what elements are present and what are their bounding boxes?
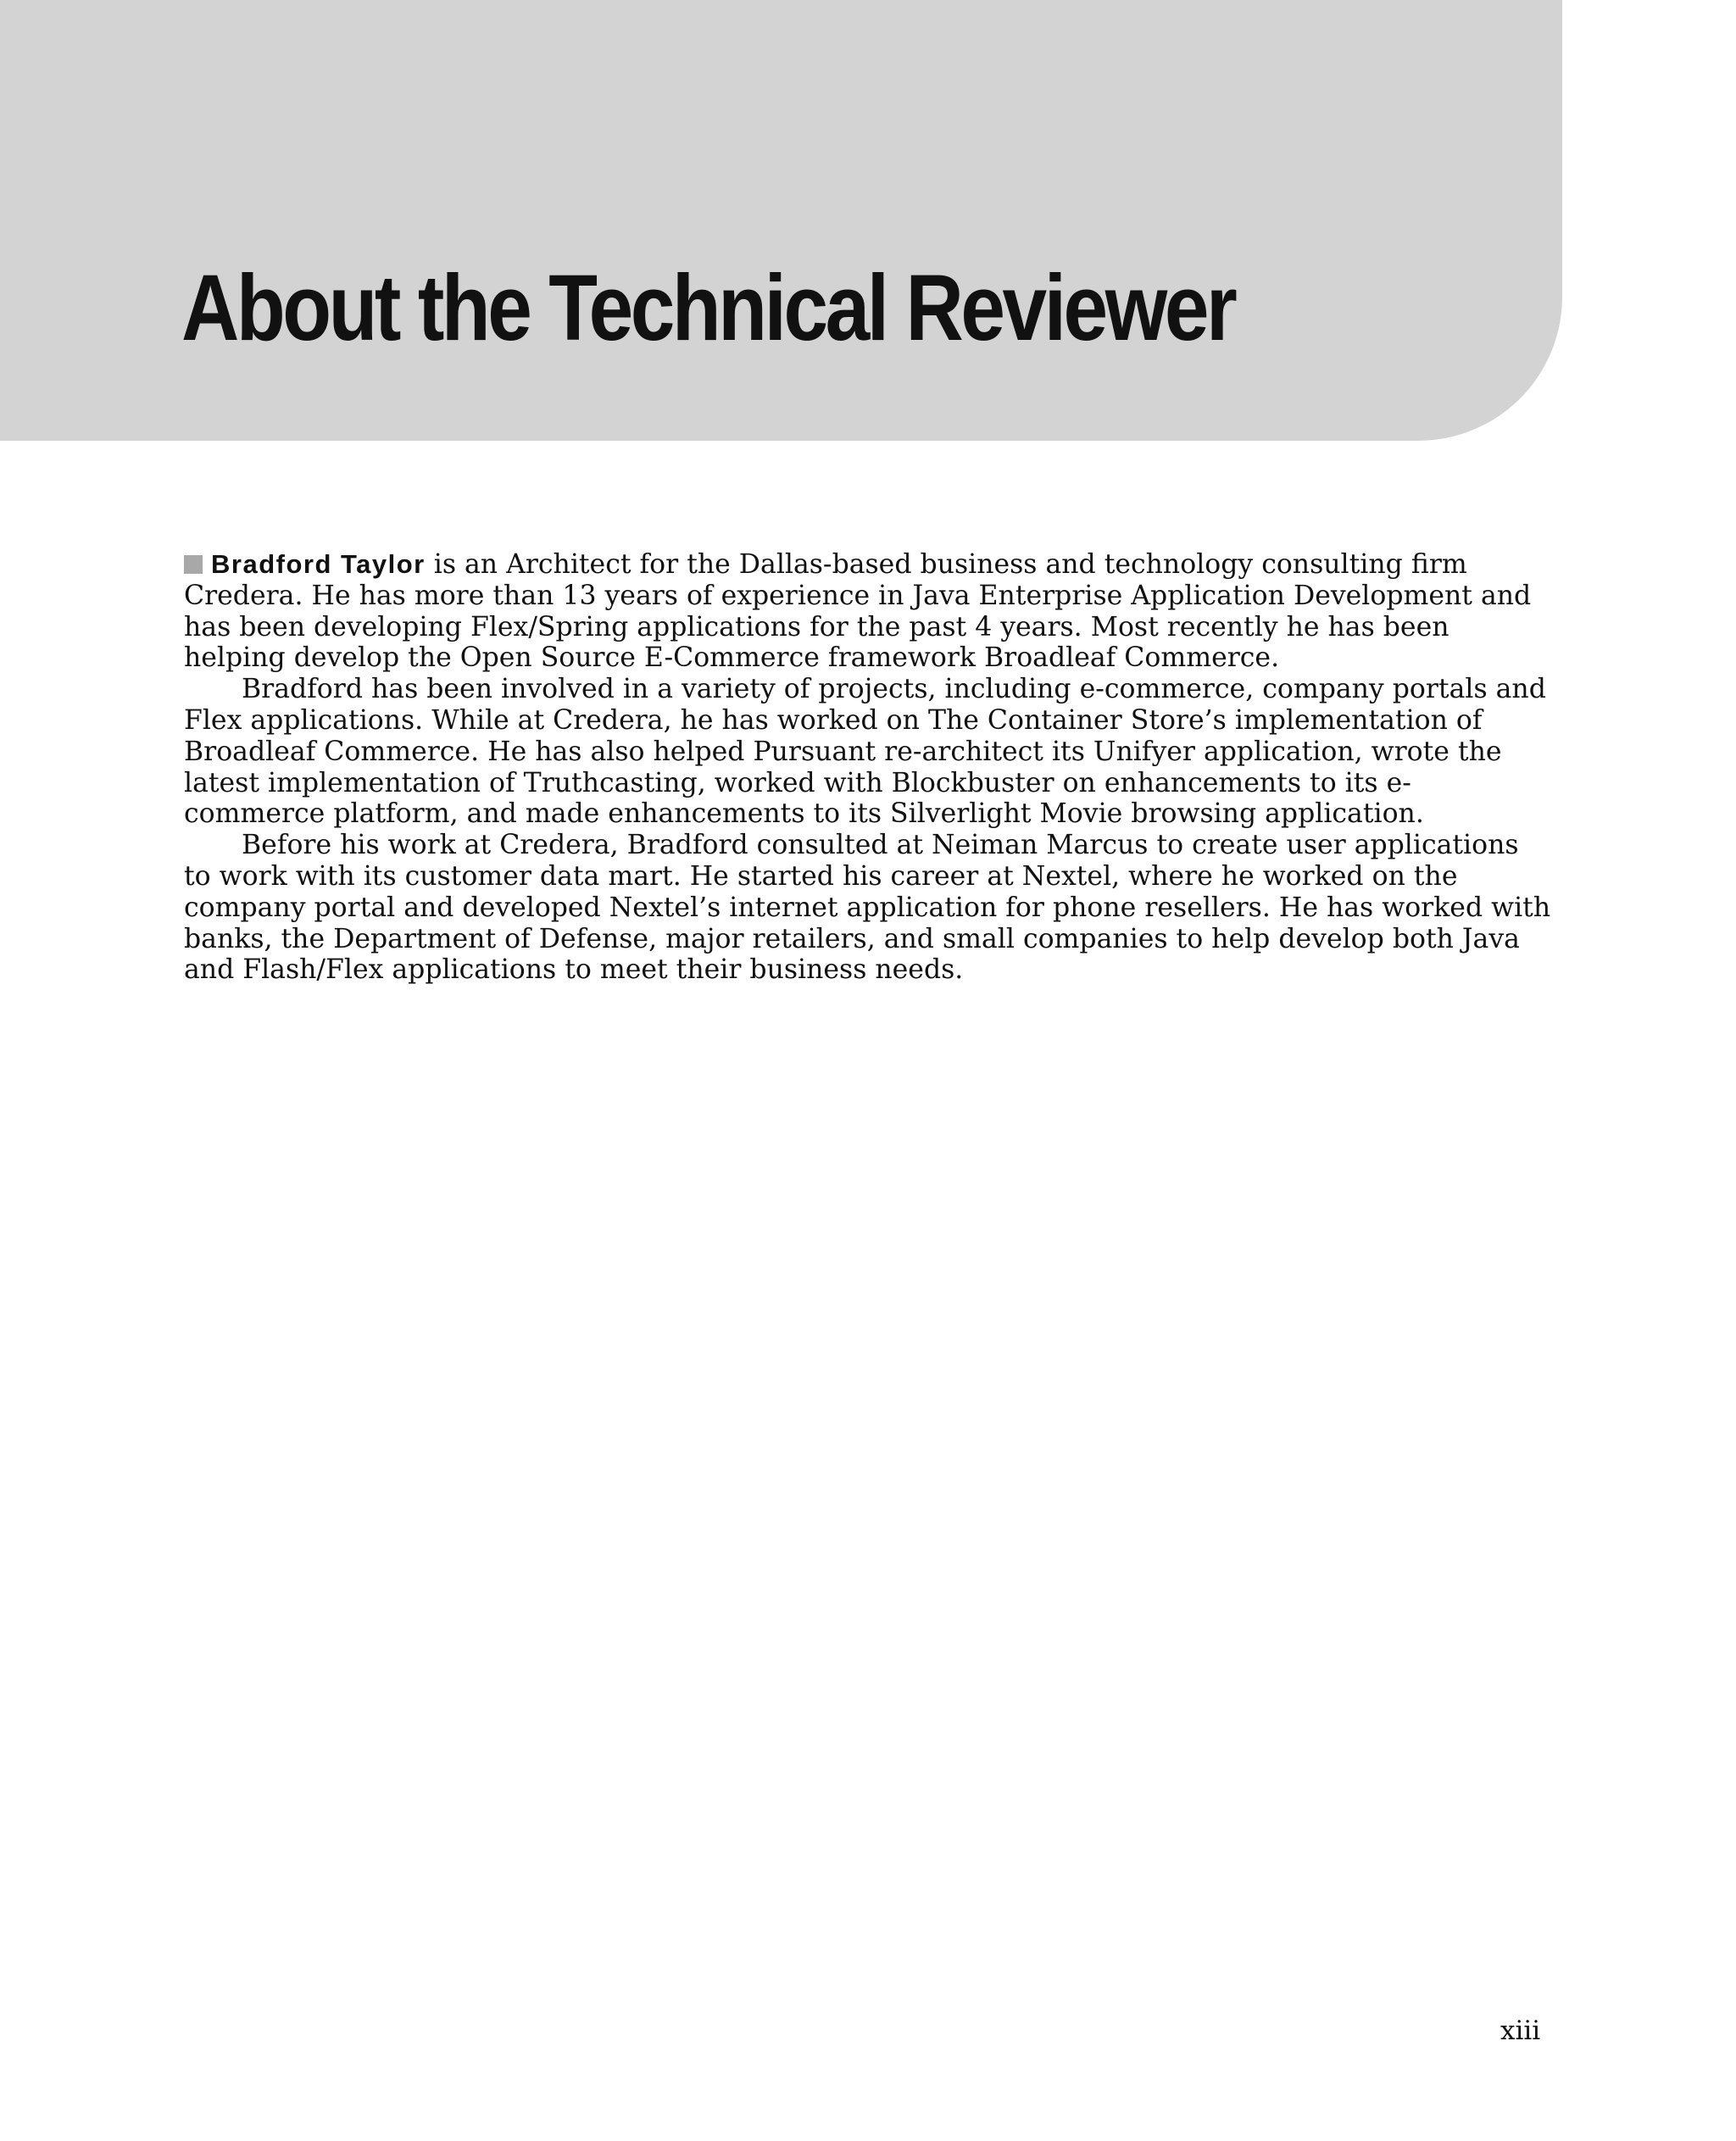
square-bullet-icon [184, 555, 203, 574]
header-band [0, 0, 1562, 441]
bio-paragraph-2: Bradford has been involved in a variety of projects, including e-commerce, company portals and Flex applications. While at Credera, he has worked on The Container Store’s implementation of Broadleaf Commerce. He has also helped Pursuant re-architect its Unifyer application, wrote the latest implementation of Truthcasting, worked with Blockbuster on enhancements to its e-commerce platform, and made enhancements to its Silverlight Movie browsing application. [184, 674, 1546, 830]
bio-paragraph-1-text: is an Architect for the Dallas-based business and technology consulting firm Credera. He has more than 13 years of experience in Java Enterprise Application Development and has been developing Flex/Spring applications for the past 4 years. Most recently he has been helping develop the Open Source E-Commerce framework Broadleaf Commerce. [184, 549, 1532, 674]
reviewer-bio [184, 549, 1552, 986]
page-title: About the Technical Reviewer [181, 256, 1235, 360]
page-number: xiii [1500, 2016, 1541, 2046]
reviewer-name: Bradford Taylor [211, 549, 426, 579]
bio-paragraph-1 [184, 549, 1552, 674]
bio-paragraph-3: Before his work at Credera, Bradford consulted at Neiman Marcus to create user applications to work with its customer data mart. He started his career at Nextel, where he worked on the company portal and developed Nextel’s internet application for phone resellers. He has worked with banks, the Department of Defense, major retailers, and small companies to help develop both Java and Flash/Flex applications to meet their business needs. [184, 830, 1551, 986]
